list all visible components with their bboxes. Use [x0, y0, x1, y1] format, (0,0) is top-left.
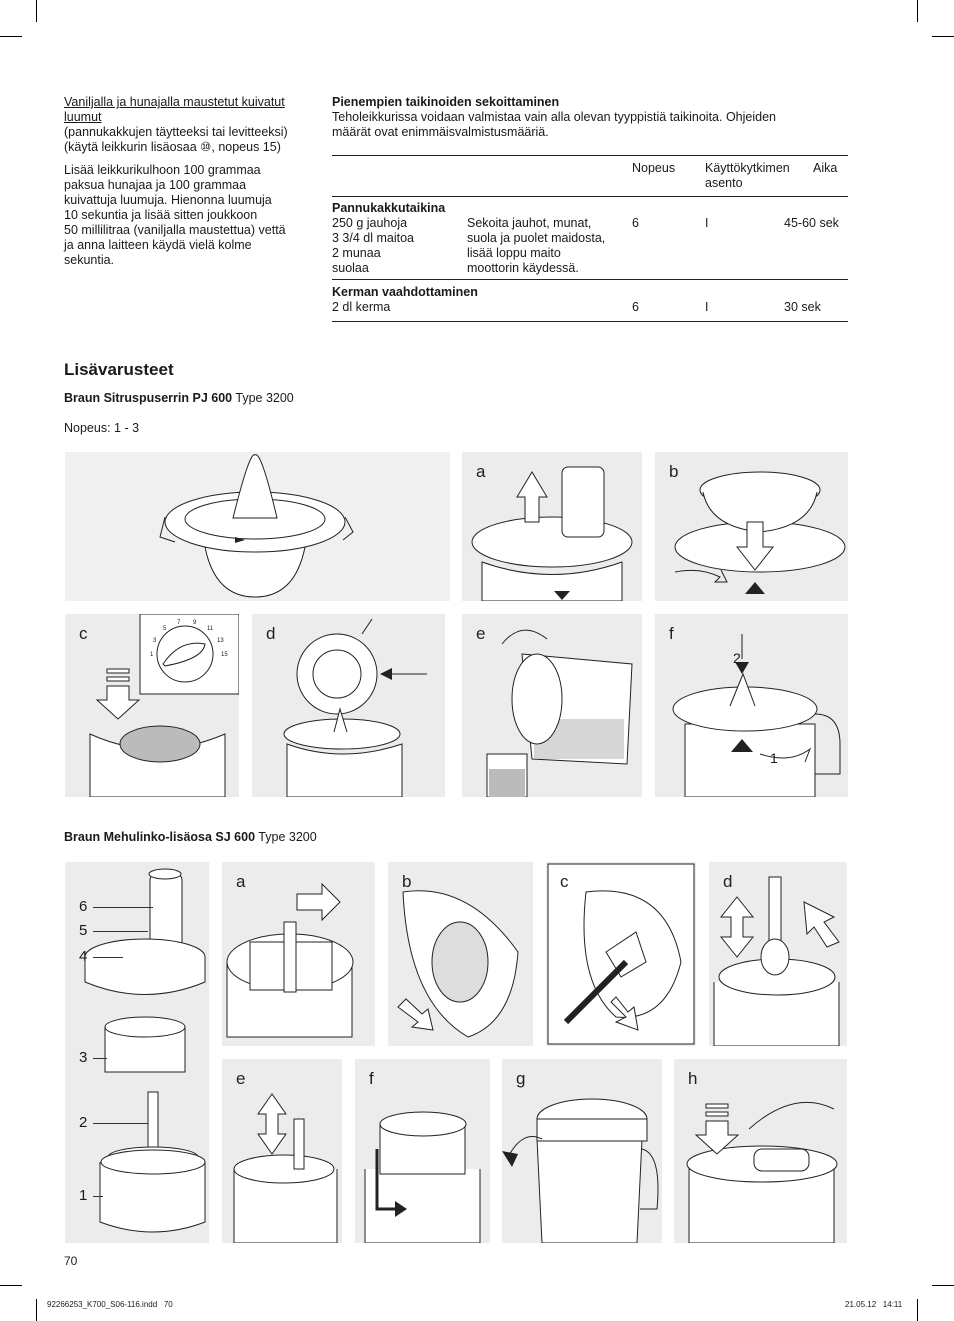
dough-section [332, 95, 852, 140]
figure-juicer-h [674, 1059, 847, 1243]
product-name: Braun Mehulinko-lisäosa SJ 600 [64, 830, 256, 844]
instruction: moottorin käydessä. [467, 261, 579, 275]
figure-label: b [402, 872, 412, 891]
row-speed: 6 [632, 216, 639, 230]
ingredient: 2 munaa [332, 246, 381, 260]
dial-number: 11 [207, 626, 214, 632]
ingredient: 3 3/4 dl maitoa [332, 231, 414, 245]
crop-mark [932, 36, 954, 37]
citrus-step-drawing [462, 452, 642, 601]
dial-number: 1 [150, 652, 154, 658]
part-number: 6 [79, 898, 88, 915]
recipe-title: Vaniljalla ja hunajalla maustetut kuivatut [64, 95, 285, 109]
ingredient: 250 g jauhoja [332, 216, 408, 230]
figure-juicer-a [222, 862, 375, 1046]
dial-number: 13 [217, 638, 224, 644]
instruction: Sekoita jauhot, munat, [467, 216, 592, 230]
recipe-subtitle: (pannukakkujen täytteeksi tai levitteeksi) [64, 125, 288, 139]
dial-number: 3 [153, 638, 157, 644]
row-ingredients [332, 216, 414, 276]
citrus-step-drawing [462, 614, 642, 797]
product-name: Braun Sitruspuserrin PJ 600 [64, 391, 233, 405]
recipe-text: paksua hunajaa ja 100 grammaa [64, 178, 247, 192]
dial-number: 7 [177, 620, 181, 626]
figure-juicer-g [502, 1059, 662, 1243]
part-number: 5 [79, 922, 88, 939]
citrus-step-drawing [655, 614, 848, 797]
figure-juicer-f [355, 1059, 490, 1243]
juicer-title [64, 830, 317, 845]
figure-citrus-c [65, 614, 239, 797]
recipe-block [64, 95, 314, 268]
figure-juicer-d [709, 862, 847, 1046]
crop-mark [917, 1299, 918, 1321]
row-speed: 6 [632, 300, 639, 314]
citrus-title [64, 391, 294, 406]
table-rule [332, 321, 848, 322]
row-instructions [467, 216, 605, 276]
part-number: 4 [79, 948, 88, 965]
step-marker: 1 [770, 750, 778, 766]
footer-date: 21.05.12 14:11 [845, 1300, 903, 1309]
leader-line [93, 907, 153, 908]
crop-mark [0, 1285, 22, 1286]
section-intro: Teholeikkurissa voidaan valmistaa vain alla olevan tyyppistiä taikinoita. Ohjeiden [332, 110, 776, 124]
part-number: 3 [79, 1049, 88, 1066]
page-number: 70 [64, 1254, 78, 1268]
table-rule [332, 155, 848, 156]
table-rule [332, 279, 848, 280]
citrus-press-drawing [65, 452, 450, 601]
recipe-text: 50 millilitraa (vaniljalla maustettua) vettä [64, 223, 286, 237]
figure-label: e [476, 624, 486, 643]
leader-line [93, 1123, 148, 1124]
recipe-text: sekuntia. [64, 253, 115, 267]
part-number: 2 [79, 1114, 88, 1131]
dial-number: 5 [163, 626, 167, 632]
figure-label: a [476, 462, 486, 481]
product-type: Type 3200 [258, 830, 317, 844]
crop-mark [0, 36, 22, 37]
row-ingredients: 2 dl kerma [332, 300, 391, 314]
part-number: 1 [79, 1187, 88, 1204]
dial-number: 15 [221, 652, 228, 658]
figure-label: h [688, 1069, 698, 1088]
recipe-title: luumut [64, 110, 102, 124]
row-title: Pannukakkutaikina [332, 201, 446, 215]
accessories-heading: Lisävarusteet [64, 360, 174, 379]
figure-label: d [723, 872, 733, 891]
row-title: Kerman vaahdottaminen [332, 285, 478, 299]
header-switch-line: asento [705, 176, 743, 190]
row-time: 45-60 sek [784, 216, 839, 230]
header-speed: Nopeus [632, 161, 676, 175]
dial-number: 9 [193, 620, 197, 626]
header-switch-line: Käyttökytkimen [705, 161, 790, 175]
citrus-step-drawing [252, 614, 445, 797]
figure-juicer-parts [65, 862, 209, 1243]
figure-label: c [560, 872, 569, 891]
section-heading: Pienempien taikinoiden sekoittaminen [332, 95, 560, 109]
juicer-step-drawing [674, 1059, 847, 1243]
figure-citrus-d [252, 614, 445, 797]
juicer-step-drawing [355, 1059, 490, 1243]
recipe-subtitle: (käytä leikkurin lisäosaa ⑩, nopeus 15) [64, 140, 281, 154]
leader-line [93, 957, 123, 958]
figure-label: c [79, 624, 88, 643]
table-rule [332, 196, 848, 197]
figure-juicer-b [388, 862, 533, 1046]
figure-citrus-a [462, 452, 642, 601]
figure-citrus-b [655, 452, 848, 601]
leader-line [93, 1196, 103, 1197]
citrus-step-drawing [655, 452, 848, 601]
header-time: Aika [813, 161, 838, 175]
leader-line [93, 931, 148, 932]
figure-citrus-f [655, 614, 848, 797]
header-switch [705, 161, 790, 191]
figure-label: g [516, 1069, 526, 1088]
citrus-speed: Nopeus: 1 - 3 [64, 421, 140, 435]
crop-mark [36, 1299, 37, 1321]
figure-label: f [369, 1069, 374, 1088]
figure-label: b [669, 462, 679, 481]
instruction: lisää loppu maito [467, 246, 561, 260]
footer-file: 92266253_K700_S06-116.indd 70 [47, 1300, 173, 1309]
juicer-step-drawing [502, 1059, 662, 1243]
recipe-text: 10 sekuntia ja lisää sitten joukkoon [64, 208, 258, 222]
recipe-text: Lisää leikkurikulhoon 100 grammaa [64, 163, 261, 177]
row-switch: I [705, 216, 709, 230]
figure-juicer-e [222, 1059, 342, 1243]
row-switch: I [705, 300, 709, 314]
crop-mark [932, 1285, 954, 1286]
recipe-text: kuivattuja luumuja. Hienonna luumuja [64, 193, 272, 207]
step-marker: 2 [733, 650, 741, 666]
figure-citrus-main [65, 452, 450, 601]
crop-mark [917, 0, 918, 22]
crop-mark [36, 0, 37, 22]
row-time: 30 sek [784, 300, 821, 314]
ingredient: suolaa [332, 261, 369, 275]
figure-citrus-e [462, 614, 642, 797]
product-type: Type 3200 [235, 391, 294, 405]
figure-label: f [669, 624, 674, 643]
figure-label: a [236, 872, 246, 891]
figure-label: d [266, 624, 276, 643]
leader-line [93, 1058, 107, 1059]
figure-juicer-c [546, 862, 696, 1046]
recipe-text: ja anna laitteen käydä vielä kolme [64, 238, 252, 252]
citrus-step-drawing [65, 614, 239, 797]
section-intro: määrät ovat enimmäisvalmistusmääriä. [332, 125, 549, 139]
instruction: suola ja puolet maidosta, [467, 231, 606, 245]
figure-label: e [236, 1069, 246, 1088]
